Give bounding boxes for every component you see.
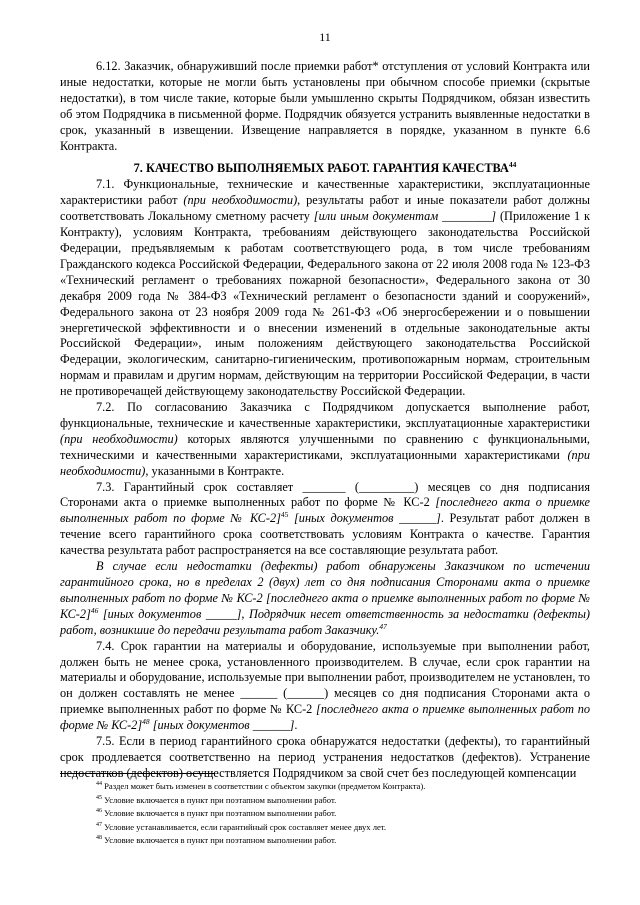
footnote-text: Условие включается в пункт при поэтапном выполнении работ. [102, 808, 337, 819]
text-run: , указанными в Контракте. [145, 463, 285, 478]
footnote-divider [60, 773, 214, 774]
paragraph-7-5: 7.5. Если в период гарантийного срока обнаружатся недостатки (дефекты), то гарантийный срок продлевается соответственно на период устранения недостатков (дефектов). Устранение недостатков (дефектов) осуществляется Подрядчиком за свой счет без последующей компенсации [60, 734, 590, 780]
italic-run: В случае если недостатки (дефекты) работ обнаружены Заказчиком по истечении гарантийного срока, но в пределах 2 (двух) лет со дня подписания Сторонами акта о приемке выполненных работ по форме № КС-2 [последнего акта о приемке выполненных работ по форме № КС-2] [60, 559, 590, 621]
text-run: 7.2. По согласованию Заказчика с Подрядчиком допускается выполнение работ, функциональные, технические и качественные характеристики, эксплуатационные характеристики [60, 400, 590, 430]
footnote-text: Раздел может быть изменен в соответствии с объектом закупки (предметом Контракта). [102, 781, 426, 791]
footnote-text: Условие включается в пункт при поэтапном выполнении работ. [102, 794, 337, 805]
italic-run: (при необходимости) [183, 193, 298, 208]
section-title-text: 7. КАЧЕСТВО ВЫПОЛНЯЕМЫХ РАБОТ. ГАРАНТИЯ КАЧЕСТВА [133, 161, 509, 176]
text-run: , результаты работ и иные показатели работ должны соответствовать Локальному сметному расчету [60, 193, 590, 224]
footnotes [60, 780, 590, 848]
footnote-number: 46 [96, 808, 102, 815]
paragraph-6-12: 6.12. Заказчик, обнаруживший после приемки работ* отступления от условий Контракта или иные недостатки, которые не могли быть установлены при обычном способе приемки (скрытые недостатки), в том числе такие, которые были умышленно скрыты Подрядчиком, обязан известить об этом Подрядчика в письменной форме. Подрядчик обязуется устранить выявленные недостатки в срок, указанный в извещении. Извещение направляется в порядке, указанном в пункте 6.6 Контракта. [60, 59, 590, 153]
italic-run: [иных документов ______] [288, 511, 441, 526]
footnote-ref: 45 [280, 510, 289, 520]
text-run: 7.3. Гарантийный срок составляет _______ (_________) месяцев со дня подписания Сторонами акта о приемке выполненных работ по форме № КС-2 [60, 479, 590, 510]
footnote-text: Условие устанавливается, если гарантийный срок составляет менее двух лет. [102, 821, 387, 832]
footnote-number: 44 [96, 781, 102, 788]
text-run: 7.4. Срок гарантии на материалы и оборудование, используемые при выполнении работ, должен быть не менее срока, установленного производителем. В случае, если срок гарантии на материалы и оборудование, используемые при выполнении работ, производителем не установлен, то он должен составлять не менее ______ (______) месяцев со дня подписания Сторонами акта о приемке выполненных работ по форме № КС-2 [60, 638, 590, 717]
page-number: 11 [319, 30, 331, 44]
text-run: (Приложение 1 к Контракту), условиям Контракта, требованиям действующего законодательства Российской Федерации, предъявляемым к работам соответствующего рода, в том числе требованиям Гражданского кодекса Российской Федерации, Федерального закона от 22 июля 2008 года № 123-ФЗ «Технический регламент о требованиях пожарной безопасности», Федерального закона от 30 декабря 2009 года № 384-ФЗ «Технический регламент о безопасности зданий и сооружений», Федерального закона от 23 ноября 2009 года № 261-ФЗ «Об энергосбережении и о повышении энергетической эффективности и о внесении изменений в отдельные законодательные акты Российской Федерации», иным положениям действующего законодательства Российской Федерации, экологическим, санитарно-гигиеническим, противопожарным нормам, строительным нормам и правилам и другим нормам, действующим на территории Российской Федерации, в части не противоречащей действующему законодательству Российской Федерации. [60, 209, 590, 399]
footnote [60, 794, 590, 808]
footnote [60, 807, 590, 821]
paragraph-7-3 [60, 480, 590, 560]
italic-run: (при необходимости) [60, 447, 590, 478]
paragraph-7-1 [60, 177, 590, 400]
footnote-number: 47 [96, 821, 102, 828]
paragraph-7-4 [60, 639, 590, 734]
italic-run: [иных документов _____], Подрядчик несет ответственность за недостатки (дефекты) работ, возникшие до передачи результата работ Заказчику. [60, 606, 590, 637]
italic-run: (при необходимости) [60, 431, 178, 446]
footnote [60, 821, 590, 835]
text-run: 7.1. Функциональные, технические и качественные характеристики, эксплуатационные характеристики работ [60, 177, 590, 208]
footnote-number: 48 [96, 835, 102, 842]
footnote-text: Условие включается в пункт при поэтапном выполнении работ. [102, 835, 337, 846]
italic-run: [или иным документам ________] [313, 209, 497, 224]
footnote-ref: 48 [142, 717, 150, 727]
italic-run: [иных документов ______] [149, 718, 295, 733]
footnote-ref: 46 [90, 605, 99, 615]
section-title [60, 161, 590, 177]
text-run: . [294, 718, 298, 733]
footnote [60, 780, 590, 794]
italic-run: [последнего акта о приемке выполненных работ по форме № КС-2] [60, 495, 590, 526]
italic-run: [последнего акта о приемке выполненных работ по форме № КС-2] [60, 702, 591, 733]
paragraph-7-2 [60, 400, 590, 480]
text-run: . Результат работ должен в течение всего гарантийного срока соответствовать условиям Контракта о качестве. Гарантия качества результата работ распространяется на все составляющие результата работ. [60, 511, 591, 558]
footnote-ref: 47 [379, 621, 387, 631]
document-page [60, 30, 590, 782]
footnote-ref: 44 [508, 160, 517, 170]
footnote [60, 834, 590, 848]
footnote-number: 45 [96, 794, 102, 801]
paragraph-7-3-italic [60, 559, 590, 639]
text-run: которых являются улучшенными по сравнению с функциональными, техническими и качественными характеристиками, эксплуатационными характеристиками [60, 431, 590, 462]
